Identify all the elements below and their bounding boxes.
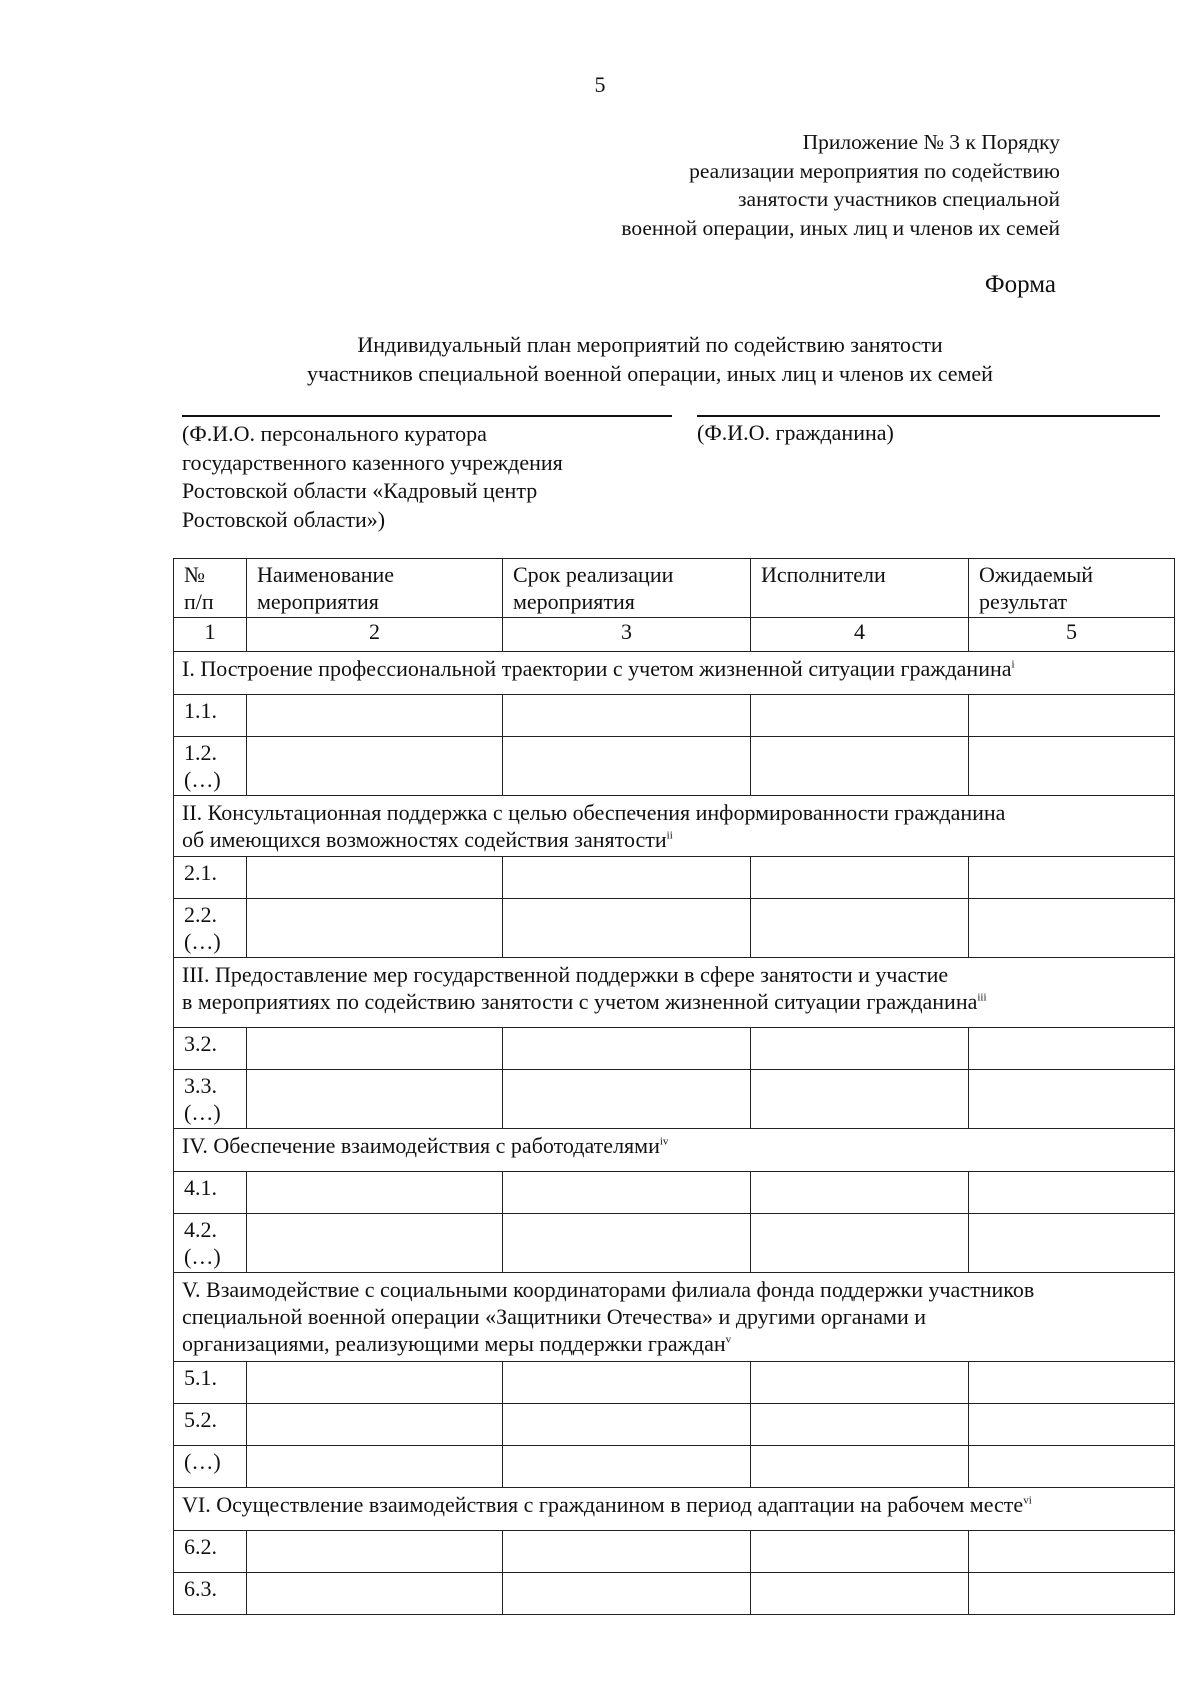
row-number-cell xyxy=(174,857,247,899)
empty-cell xyxy=(247,737,503,796)
empty-cell xyxy=(503,899,751,958)
column-number-row xyxy=(174,618,1175,652)
row-number-cell xyxy=(174,737,247,796)
empty-cell xyxy=(751,1573,969,1615)
column-number-cell: 5 xyxy=(969,618,1175,652)
empty-cell xyxy=(751,899,969,958)
empty-cell xyxy=(969,1404,1175,1446)
empty-cell xyxy=(503,1573,751,1615)
section-header-row xyxy=(174,796,1175,857)
empty-cell xyxy=(751,1028,969,1070)
empty-cell xyxy=(247,899,503,958)
section-title-line xyxy=(182,1491,1166,1518)
row-number-line: 1.1. xyxy=(184,698,217,723)
citizen-caption: (Ф.И.О. гражданина) xyxy=(697,420,894,445)
section-header-row xyxy=(174,1129,1175,1172)
header-cell-deadline xyxy=(503,559,751,618)
empty-cell xyxy=(247,1404,503,1446)
empty-cell xyxy=(247,1573,503,1615)
row-number-cell xyxy=(174,1446,247,1488)
empty-cell xyxy=(751,1446,969,1488)
section-header-row xyxy=(174,1488,1175,1531)
header-line: Ожидаемый xyxy=(979,562,1094,587)
empty-cell xyxy=(247,1172,503,1214)
document-title xyxy=(0,330,1200,388)
empty-cell xyxy=(969,1362,1175,1404)
plan-table xyxy=(173,558,1175,1615)
empty-cell xyxy=(503,1404,751,1446)
table-row xyxy=(174,1573,1175,1615)
empty-cell xyxy=(751,1362,969,1404)
section-title xyxy=(174,1488,1175,1531)
section-title xyxy=(174,652,1175,695)
row-number-line: 4.2. xyxy=(184,1217,217,1242)
row-number-line: 3.3. xyxy=(184,1073,217,1098)
form-label: Форма xyxy=(984,271,1056,298)
row-number-cell xyxy=(174,1028,247,1070)
empty-cell xyxy=(503,1531,751,1573)
section-title-text: специальной военной операции «Защитники Отечества» и другими органами и xyxy=(182,1304,927,1329)
table-row xyxy=(174,1028,1175,1070)
row-number-cell xyxy=(174,1172,247,1214)
row-number-cell xyxy=(174,1531,247,1573)
row-number-cell xyxy=(174,1362,247,1404)
footnote-marker: iii xyxy=(977,991,987,1004)
table-row xyxy=(174,1404,1175,1446)
caption-line: Ростовской области») xyxy=(182,506,386,532)
section-header-row xyxy=(174,1273,1175,1362)
empty-cell xyxy=(503,1172,751,1214)
empty-cell xyxy=(247,1028,503,1070)
row-number-line: (…) xyxy=(184,1244,221,1269)
section-title xyxy=(174,1273,1175,1362)
row-number-line: 6.3. xyxy=(184,1576,217,1601)
section-title-text: об имеющихся возможностях содействия занятости xyxy=(182,827,667,852)
empty-cell xyxy=(503,1214,751,1273)
column-number-cell: 4 xyxy=(751,618,969,652)
empty-cell xyxy=(247,1531,503,1573)
title-line: Индивидуальный план мероприятий по содействию занятости xyxy=(357,332,943,357)
header-line: мероприятия xyxy=(513,589,635,614)
caption-line: государственного казенного учреждения xyxy=(182,449,563,475)
header-line: № xyxy=(184,562,205,587)
section-title-line xyxy=(182,826,1166,853)
row-number-line: 6.2. xyxy=(184,1534,217,1559)
section-title-line xyxy=(182,799,1166,826)
section-title-text: I. Построение профессиональной траектории с учетом жизненной ситуации гражданина xyxy=(182,656,1012,681)
footnote-marker: ii xyxy=(666,829,673,842)
empty-cell xyxy=(751,1070,969,1129)
empty-cell xyxy=(503,1028,751,1070)
empty-cell xyxy=(751,1172,969,1214)
section-header-row xyxy=(174,958,1175,1028)
section-title xyxy=(174,958,1175,1028)
table-row xyxy=(174,1172,1175,1214)
empty-cell xyxy=(751,1404,969,1446)
empty-cell xyxy=(969,737,1175,796)
page-number: 5 xyxy=(594,72,606,97)
table-header-row xyxy=(174,559,1175,618)
table-row xyxy=(174,899,1175,958)
row-number-line: (…) xyxy=(184,1100,221,1125)
section-title-line xyxy=(182,1132,1166,1159)
empty-cell xyxy=(247,1446,503,1488)
empty-cell xyxy=(503,1362,751,1404)
row-number-line: 4.1. xyxy=(184,1175,217,1200)
row-number-line: (…) xyxy=(184,929,221,954)
row-number-line: 5.1. xyxy=(184,1365,217,1390)
section-header-row xyxy=(174,652,1175,695)
header-line: Срок реализации xyxy=(513,562,674,587)
empty-cell xyxy=(247,695,503,737)
appendix-line: военной операции, иных лиц и членов их семей xyxy=(621,215,1060,240)
caption-line: Ростовской области «Кадровый центр xyxy=(182,478,538,503)
empty-cell xyxy=(247,1362,503,1404)
row-number-line: (…) xyxy=(184,767,221,792)
row-number-line: (…) xyxy=(184,1449,221,1474)
empty-cell xyxy=(751,737,969,796)
empty-cell xyxy=(247,857,503,899)
empty-cell xyxy=(751,1531,969,1573)
appendix-line: реализации мероприятия по содействию xyxy=(689,158,1060,183)
empty-cell xyxy=(969,899,1175,958)
title-line: участников специальной военной операции, иных лиц и членов их семей xyxy=(307,361,993,386)
empty-cell xyxy=(969,1214,1175,1273)
section-title-text: III. Предоставление мер государственной поддержки в сфере занятости и участие xyxy=(182,962,949,987)
empty-cell xyxy=(969,1028,1175,1070)
section-title-text: организациями, реализующими меры поддержки граждан xyxy=(182,1331,726,1356)
empty-cell xyxy=(247,1214,503,1273)
table-row xyxy=(174,1531,1175,1573)
row-number-line: 2.2. xyxy=(184,902,217,927)
empty-cell xyxy=(969,1573,1175,1615)
appendix-reference xyxy=(621,128,1060,242)
section-title-text: в мероприятиях по содействию занятости с учетом жизненной ситуации гражданина xyxy=(182,989,978,1014)
header-line: мероприятия xyxy=(257,589,379,614)
header-line: Исполнители xyxy=(761,562,886,587)
section-title-text: IV. Обеспечение взаимодействия с работодателями xyxy=(182,1133,660,1158)
row-number-line: 5.2. xyxy=(184,1407,217,1432)
footnote-marker: i xyxy=(1011,658,1015,671)
appendix-line: занятости участников специальной xyxy=(738,187,1060,211)
row-number-cell xyxy=(174,1573,247,1615)
empty-cell xyxy=(969,857,1175,899)
table-row xyxy=(174,857,1175,899)
row-number-line: 2.1. xyxy=(184,860,217,885)
plan-table-body xyxy=(174,559,1175,1615)
curator-caption xyxy=(182,420,563,534)
row-number-cell xyxy=(174,695,247,737)
section-title-line xyxy=(182,1276,1166,1303)
curator-signature-line xyxy=(182,415,672,417)
empty-cell xyxy=(503,695,751,737)
empty-cell xyxy=(751,857,969,899)
section-title-line xyxy=(182,988,1166,1015)
table-row xyxy=(174,1446,1175,1488)
header-cell-activity xyxy=(247,559,503,618)
table-row xyxy=(174,737,1175,796)
empty-cell xyxy=(969,1531,1175,1573)
row-number-cell xyxy=(174,1070,247,1129)
empty-cell xyxy=(503,1070,751,1129)
section-title xyxy=(174,1129,1175,1172)
empty-cell xyxy=(503,737,751,796)
empty-cell xyxy=(969,1070,1175,1129)
table-row xyxy=(174,1362,1175,1404)
column-number-cell: 1 xyxy=(174,618,247,652)
empty-cell xyxy=(503,857,751,899)
empty-cell xyxy=(969,1446,1175,1488)
row-number-cell xyxy=(174,899,247,958)
citizen-signature-line xyxy=(697,415,1160,417)
column-number-cell: 2 xyxy=(247,618,503,652)
empty-cell xyxy=(503,1446,751,1488)
section-title-line xyxy=(182,1303,1166,1330)
row-number-cell xyxy=(174,1214,247,1273)
row-number-cell xyxy=(174,1404,247,1446)
row-number-line: 3.2. xyxy=(184,1031,217,1056)
empty-cell xyxy=(969,1172,1175,1214)
section-title-text: II. Консультационная поддержка с целью обеспечения информированности гражданина xyxy=(182,800,1006,825)
table-row xyxy=(174,695,1175,737)
section-title-line xyxy=(182,655,1166,682)
header-cell-number xyxy=(174,559,247,618)
empty-cell xyxy=(969,695,1175,737)
column-number-cell: 3 xyxy=(503,618,751,652)
empty-cell xyxy=(247,1070,503,1129)
section-title-text: V. Взаимодействие с социальными координаторами филиала фонда поддержки участников xyxy=(182,1277,1035,1302)
table-row xyxy=(174,1070,1175,1129)
footnote-marker: iv xyxy=(659,1135,669,1148)
section-title xyxy=(174,796,1175,857)
empty-cell xyxy=(751,695,969,737)
section-title-line xyxy=(182,1330,1166,1357)
header-line: результат xyxy=(979,589,1068,614)
row-number-line: 1.2. xyxy=(184,740,217,765)
footnote-marker: vi xyxy=(1023,1494,1032,1507)
header-line: п/п xyxy=(184,589,214,614)
table-row xyxy=(174,1214,1175,1273)
header-cell-result xyxy=(969,559,1175,618)
appendix-line: Приложение № 3 к Порядку xyxy=(802,130,1060,154)
section-title-text: VI. Осуществление взаимодействия с гражданином в период адаптации на рабочем месте xyxy=(182,1492,1024,1517)
section-title-line xyxy=(182,961,1166,988)
empty-cell xyxy=(751,1214,969,1273)
footnote-marker: v xyxy=(725,1333,732,1346)
header-cell-executors xyxy=(751,559,969,618)
caption-line: (Ф.И.О. персонального куратора xyxy=(182,421,487,446)
header-line: Наименование xyxy=(257,562,395,587)
